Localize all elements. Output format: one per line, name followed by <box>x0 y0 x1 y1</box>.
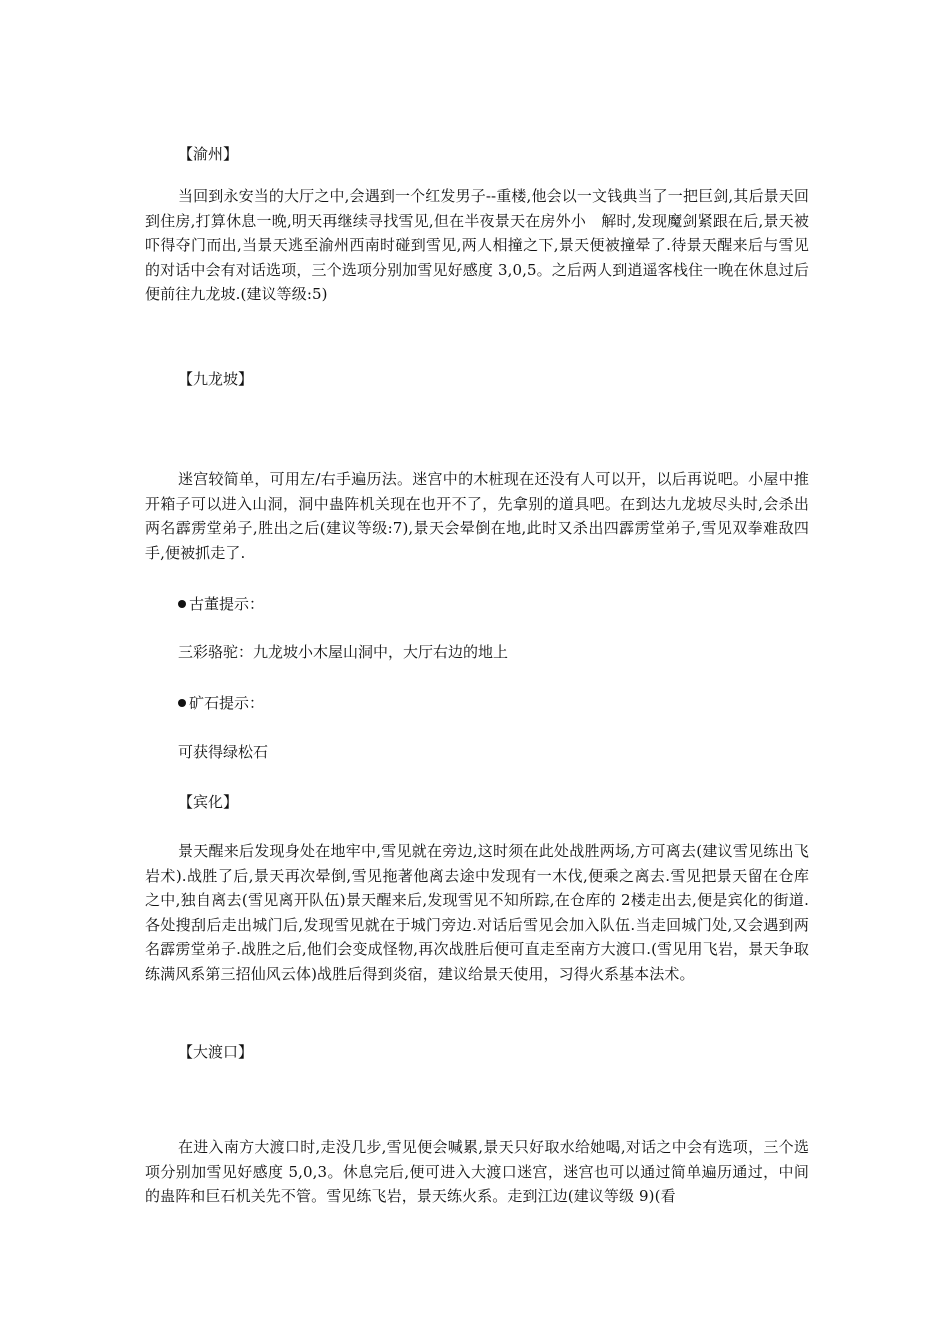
bullet-icon <box>178 600 186 608</box>
section-heading-yuzhou: 【渝州】 <box>178 145 239 163</box>
paragraph-yuzhou: 当回到永安当的大厅之中,会遇到一个红发男子--重楼,他会以一文钱典当了一把巨剑,其后景天回到住房,打算休息一晚,明天再继续寻找雪见,但在半夜景天在房外小 解时,发现魔剑紧跟在后,景天被吓得夺门而出,当景天逃至渝州西南时碰到雪见,两人相撞之下,景天便被撞晕了.待景天醒来后与雪见的对话中会有对话选项，三个选项分别加雪见好感度 3,0,5。之后两人到逍遥客栈住一晚在休息过后便前往九龙坡.(建议等级:5) <box>145 187 809 303</box>
ore-tip-text: 可获得绿松石 <box>178 743 269 761</box>
paragraph-jiulongpo: 迷宫较简单，可用左/右手遍历法。迷宫中的木桩现在还没有人可以开，以后再说吧。小屋中推开箱子可以进入山洞，洞中蛊阵机关现在也开不了，先拿别的道具吧。在到达九龙坡尽头时,会杀出两名霹雳堂弟子,胜出之后(建议等级:7),景天会晕倒在地,此时又杀出四霹雳堂弟子,雪见双拳难敌四手,便被抓走了. <box>145 470 809 562</box>
antique-tip-text: 三彩骆驼：九龙坡小木屋山洞中，大厅右边的地上 <box>178 643 509 661</box>
ore-tip <box>178 691 264 715</box>
antique-tip <box>178 592 264 616</box>
section-heading-binhua: 【宾化】 <box>178 793 239 811</box>
ore-tip-label: 矿石提示： <box>189 694 265 712</box>
paragraph-daduko: 在进入南方大渡口时,走没几步,雪见便会喊累,景天只好取水给她喝,对话之中会有选项，三个选项分别加雪见好感度 5,0,3。休息完后,便可进入大渡口迷宫，迷宫也可以通过简单遍历通过，中间的蛊阵和巨石机关先不管。雪见练飞岩，景天练火系。走到江边(建议等级 9)(看 <box>145 1138 809 1205</box>
section-heading-jiulongpo: 【九龙坡】 <box>178 370 254 388</box>
section-heading-daduko: 【大渡口】 <box>178 1043 254 1061</box>
antique-tip-label: 古董提示： <box>189 595 265 613</box>
paragraph-binhua: 景天醒来后发现身处在地牢中,雪见就在旁边,这时须在此处战胜两场,方可离去(建议雪见练出飞岩术).战胜了后,景天再次晕倒,雪见拖著他离去途中发现有一木伐,便乘之离去.雪见把景天留在仓库之中,独自离去(雪见离开队伍)景天醒来后,发现雪见不知所踪,在仓库的 2楼走出去,便是宾化的街道.各处搜刮后走出城门后,发现雪见就在于城门旁边.对话后雪见会加入队伍.当走回城门处,又会遇到两名霹雳堂弟子.战胜之后,他们会变成怪物,再次战胜后便可直走至南方大渡口.(雪见用飞岩，景天争取练满风系第三招仙风云体)战胜后得到炎宿，建议给景天使用，习得火系基本法术。 <box>145 842 809 983</box>
bullet-icon <box>178 699 186 707</box>
